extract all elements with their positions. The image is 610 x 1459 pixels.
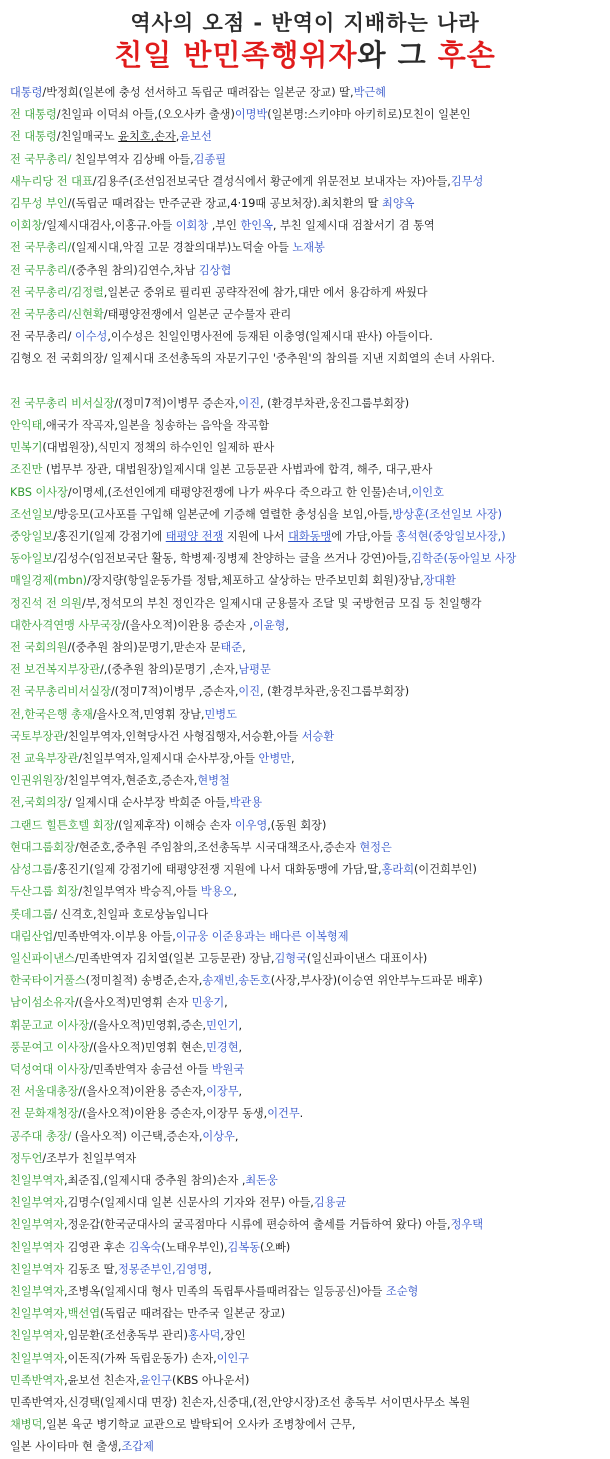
entry-segment: 전 국무총리/ bbox=[10, 152, 72, 166]
entry-line bbox=[10, 1259, 604, 1281]
entry-segment: 전 국회의원 bbox=[10, 641, 68, 655]
entry-segment: 이건무 bbox=[267, 1107, 300, 1121]
entry-line bbox=[10, 282, 604, 304]
entry-segment: 새누리당 전 대표 bbox=[10, 174, 93, 188]
entry-segment: 대한사격연맹 사무국장 bbox=[10, 618, 122, 632]
entry-segment: (노태우부인), bbox=[161, 1240, 228, 1254]
entry-line bbox=[10, 837, 604, 859]
entry-segment: 김상협 bbox=[198, 263, 232, 277]
entry-segment: /이명세,(조선인에게 태평양전쟁에 나가 싸우다 죽으라고 한 인물)손녀, bbox=[67, 485, 412, 499]
entry-segment: 방상훈(조선일보 사장) bbox=[392, 507, 502, 521]
entry-segment: 현병철 bbox=[197, 774, 230, 788]
entry-line bbox=[10, 904, 604, 926]
entry-line bbox=[10, 1059, 604, 1081]
entry-line bbox=[10, 437, 604, 459]
entry-segment: 김영관 후손 bbox=[64, 1240, 129, 1254]
entry-segment: 대림산업 bbox=[10, 929, 54, 943]
entry-segment: , bbox=[285, 618, 289, 632]
entry-segment: /민족반역자 김치열(일본 고등문관) 장남, bbox=[74, 951, 275, 965]
entry-segment: (KBS 아나운서) bbox=[171, 1373, 250, 1387]
entry-segment: 김종필 bbox=[193, 152, 227, 166]
entry-segment: 전 대통령 bbox=[10, 130, 57, 144]
entry-segment: / 일제시대 순사부장 박희준 아들, bbox=[67, 796, 230, 810]
entry-segment: 전 국무총리/ bbox=[10, 241, 72, 255]
entry-segment: 정두언 bbox=[10, 1151, 43, 1165]
entry-segment: 친일부역자 김상배 아들, bbox=[71, 152, 194, 166]
entry-line bbox=[10, 504, 604, 526]
entry-line bbox=[10, 1214, 604, 1236]
entry-segment: , bbox=[233, 885, 237, 899]
entry-segment: 민인기 bbox=[206, 1018, 239, 1032]
entry-segment: 조갑제 bbox=[121, 1440, 154, 1454]
entry-segment: /(을사오적)이완용 증손자,이장무 동생, bbox=[78, 1107, 268, 1121]
entry-segment: /(정미7적)이병무 ,증손자, bbox=[110, 685, 239, 699]
entry-segment: 친일부역자 bbox=[10, 1351, 65, 1365]
entry-line bbox=[10, 126, 604, 148]
entry-segment: 채병덕 bbox=[10, 1418, 43, 1432]
entry-segment: 친일부역자 bbox=[10, 1218, 65, 1232]
entry-segment: 현대그룹회장 bbox=[10, 840, 75, 854]
entry-segment: /친일파 이덕쇠 아들,(오오사카 출생) bbox=[56, 108, 235, 122]
entry-line bbox=[10, 1392, 604, 1414]
entry-segment: 매일경제(mbn) bbox=[10, 574, 88, 588]
entry-segment: 남이섬소유자 bbox=[10, 996, 75, 1010]
entry-segment: 전 국무총리/신현확 bbox=[10, 308, 104, 322]
entry-segment: /김용주(조선임전보국단 결성식에서 황군에게 위문전보 보내자는 자)아들, bbox=[92, 174, 451, 188]
entry-segment: 홍라희 bbox=[381, 863, 415, 877]
entry-segment: /(정미7적)이병무 증손자, bbox=[114, 396, 239, 410]
entry-segment: /일제시대검사,이홍규.아들 bbox=[42, 219, 176, 233]
subtitle-part: 친일 반민족행위자 bbox=[114, 38, 358, 72]
entry-segment: 그랜드 힐튼호텔 회장 bbox=[10, 818, 115, 832]
entry-list bbox=[10, 82, 604, 1459]
entry-line bbox=[10, 304, 604, 326]
entry-segment: 공주대 총장/ bbox=[10, 1129, 72, 1143]
entry-line bbox=[10, 1325, 604, 1347]
entry-segment: 중앙일보 bbox=[10, 530, 54, 544]
entry-segment: 전,한국은행 총재 bbox=[10, 707, 93, 721]
entry-segment: 박용오 bbox=[200, 885, 234, 899]
entry-line bbox=[10, 770, 604, 792]
subtitle-part: 후손 bbox=[437, 38, 496, 72]
entry-segment: 휘문고교 이사장 bbox=[10, 1018, 90, 1032]
entry-segment: 전 국무총리 비서실장 bbox=[10, 396, 115, 410]
page-subtitle bbox=[0, 36, 610, 74]
entry-segment: (오빠) bbox=[259, 1240, 291, 1254]
entry-line bbox=[10, 82, 604, 104]
entry-segment: /(을사오적)민영휘,증손, bbox=[89, 1018, 207, 1032]
entry-segment: 정몽준부인,김영명 bbox=[117, 1262, 208, 1276]
entry-segment: ,(동원 회장) bbox=[267, 818, 327, 832]
entry-segment: /민족반역자 송금선 아들 bbox=[89, 1062, 212, 1076]
entry-line bbox=[10, 237, 604, 259]
entry-line bbox=[10, 970, 604, 992]
entry-segment: (사장,부사장)(이승연 위안부누드파문 배후) bbox=[270, 974, 483, 988]
entry-line bbox=[10, 548, 604, 570]
entry-segment: 친일부역자 bbox=[10, 1262, 65, 1276]
entry-segment: 서승환 bbox=[301, 729, 335, 743]
entry-segment: 동아일보 bbox=[10, 552, 54, 566]
entry-segment: 일신파이낸스 bbox=[10, 951, 75, 965]
page-title: 역사의 오점 - 반역이 지배하는 나라 bbox=[130, 11, 480, 35]
entry-segment: 민병도 bbox=[204, 707, 237, 721]
entry-segment: 박관용 bbox=[229, 796, 263, 810]
entry-line bbox=[10, 1370, 604, 1392]
entry-segment: 안병만 bbox=[258, 752, 291, 766]
entry-segment: 남평문 bbox=[238, 663, 271, 677]
entry-segment: 이상우 bbox=[202, 1129, 235, 1143]
entry-segment: (일신파이낸스 대표이사) bbox=[306, 951, 428, 965]
entry-segment: /을사오적,민영휘 장남, bbox=[92, 707, 205, 721]
entry-segment: 김무성 bbox=[450, 174, 484, 188]
entry-segment: ,일본군 중위로 필리핀 공략작전에 참가,대만 에서 용감하게 싸웠다 bbox=[103, 285, 428, 299]
entry-line bbox=[10, 193, 604, 215]
entry-segment: (일제시대,악질 고문 경찰의대부)노덕술 아들 bbox=[71, 241, 293, 255]
entry-line bbox=[10, 681, 604, 703]
entry-segment: 홍사덕 bbox=[187, 1329, 221, 1343]
entry-line bbox=[10, 1081, 604, 1103]
entry-segment: (중추원 참의)김연수,차남 bbox=[71, 263, 199, 277]
entry-line bbox=[10, 593, 604, 615]
entry-segment: 민복기 bbox=[10, 441, 43, 455]
entry-line bbox=[10, 393, 604, 415]
entry-line bbox=[10, 526, 604, 548]
entry-segment: (독립군 때려잡는 만주국 일본군 장교) bbox=[100, 1307, 286, 1321]
entry-segment: 조선일보 bbox=[10, 507, 54, 521]
entry-line bbox=[10, 260, 604, 282]
entry-line bbox=[10, 1126, 604, 1148]
entry-segment: /친일부역자,일제시대 순사부장,아들 bbox=[78, 752, 259, 766]
entry-line bbox=[10, 104, 604, 126]
entry-line bbox=[10, 171, 604, 193]
entry-segment: , (환경부차관,웅진그룹부회장) bbox=[260, 396, 410, 410]
entry-segment: 이수성 bbox=[74, 330, 108, 344]
entry-segment: /(을사오적)이완용 증손자, bbox=[78, 1085, 207, 1099]
entry-segment: 전,국회의장 bbox=[10, 796, 68, 810]
entry-segment: 박원국 bbox=[211, 1062, 245, 1076]
entry-line bbox=[10, 659, 604, 681]
entry-segment: 김무성 부인 bbox=[10, 197, 68, 211]
entry-segment: , bbox=[238, 1018, 243, 1032]
entry-segment: /홍진기(일제 강점기에 bbox=[53, 530, 166, 544]
entry-segment: 조진만 bbox=[10, 463, 43, 477]
entry-segment: 에 가담,아들 bbox=[331, 530, 397, 544]
entry-segment: 민경현 bbox=[206, 1040, 239, 1054]
entry-segment: 전 보건복지부장관 bbox=[10, 663, 101, 677]
entry-segment: 노재봉 bbox=[292, 241, 325, 255]
entry-segment: 윤인구 bbox=[139, 1373, 172, 1387]
entry-line bbox=[10, 215, 604, 237]
entry-line bbox=[10, 859, 604, 881]
entry-segment: (정미칠적) 송병준,손자, bbox=[85, 974, 203, 988]
entry-segment: ,이돈직(가짜 독립운동가) 손자, bbox=[64, 1351, 217, 1365]
entry-line bbox=[10, 1015, 604, 1037]
entry-line bbox=[10, 1436, 604, 1458]
subtitle-part: 와 그 bbox=[357, 38, 438, 72]
entry-line bbox=[10, 1148, 604, 1170]
entry-segment: /방응모(고사포를 구입해 일본군에 기증해 열렬한 충성심을 보임,아들, bbox=[53, 507, 393, 521]
entry-line bbox=[10, 726, 604, 748]
entry-segment: 한국타이거풀스 bbox=[10, 974, 86, 988]
entry-segment: /부,정석모의 부친 정인각은 일제시대 군용물자 조달 및 국방헌금 모집 등 친일행각 bbox=[81, 596, 482, 610]
entry-segment: 한인옥 bbox=[240, 219, 273, 233]
entry-segment: (법무부 장관, 대법원장)일제시대 일본 고등문관 사법과에 합격, 해주, 대구,판사 bbox=[42, 463, 433, 477]
entry-segment: 김동조 딸, bbox=[64, 1262, 118, 1276]
entry-segment: ,일본 육군 병기학교 교관으로 발탁되어 오사카 조병창에서 근무, bbox=[42, 1418, 356, 1432]
entry-segment: (일본명:스키야마 아키히로)모친이 일본인 bbox=[267, 108, 471, 122]
entry-line bbox=[10, 815, 604, 837]
entry-segment: 안익태 bbox=[10, 419, 43, 433]
entry-line bbox=[10, 704, 604, 726]
entry-segment: 김용균 bbox=[313, 1196, 347, 1210]
entry-line bbox=[10, 459, 604, 481]
entry-line bbox=[10, 348, 604, 370]
entry-line bbox=[10, 1303, 604, 1325]
entry-segment: , bbox=[207, 1262, 212, 1276]
entry-segment: /태평양전쟁에서 일본군 군수물자 관리 bbox=[103, 308, 292, 322]
entry-segment: . bbox=[299, 1107, 304, 1121]
entry-segment: 일본 사이타마 현 출생, bbox=[10, 1440, 122, 1454]
entry-segment: 김형오 전 국회의장/ 일제시대 조선총독의 자문기구인 '중추원'의 참의를 지낸 지희열의 손녀 사위다. bbox=[10, 352, 495, 366]
entry-segment: 전 국무총리비서실장 bbox=[10, 685, 111, 699]
entry-segment: /(독립군 때려잡는 만주군관 장교,4·19때 공보처장).최치환의 딸 bbox=[67, 197, 383, 211]
entry-segment: 김학준(동아일보 사장 bbox=[411, 552, 517, 566]
entry-segment: 이회창 bbox=[10, 219, 43, 233]
entry-segment: 이윤형 bbox=[252, 618, 286, 632]
entry-line bbox=[10, 415, 604, 437]
entry-segment: , bbox=[238, 1085, 243, 1099]
entry-segment: 윤치호,손자 bbox=[118, 130, 176, 144]
entry-segment: , 부친 일제시대 검찰서기 겸 통역 bbox=[272, 219, 435, 233]
entry-line bbox=[10, 1414, 604, 1436]
entry-segment: 김옥숙 bbox=[128, 1240, 162, 1254]
entry-segment: 민웅기 bbox=[191, 996, 225, 1010]
entry-segment: 이명박 bbox=[234, 108, 268, 122]
entry-line bbox=[10, 1103, 604, 1125]
entry-line bbox=[10, 948, 604, 970]
entry-segment: 친일부역자 bbox=[10, 1173, 65, 1187]
entry-segment: 친일부역자,백선엽 bbox=[10, 1307, 101, 1321]
entry-line bbox=[10, 792, 604, 814]
entry-segment: KBS 이사장 bbox=[10, 485, 68, 499]
entry-segment: 두산그룹 회장 bbox=[10, 885, 79, 899]
entry-segment: 김복동 bbox=[227, 1240, 260, 1254]
entry-segment: 친일부역자 bbox=[10, 1284, 65, 1298]
entry-line bbox=[10, 1237, 604, 1259]
entry-segment: /홍진기(일제 강점기에 태평양전쟁 지원에 나서 대화동맹에 가담,딸, bbox=[53, 863, 382, 877]
entry-segment: 장대환 bbox=[423, 574, 456, 588]
entry-segment: ,윤보선 친손자, bbox=[64, 1373, 140, 1387]
entry-segment: 국토부장관 bbox=[10, 729, 65, 743]
entry-segment: 정우택 bbox=[450, 1218, 484, 1232]
entry-segment: 민족반역자,신경택(일제시대 면장) 친손자,신중대,(전,안양시장)조선 총독부 서이면사무소 복원 bbox=[10, 1395, 471, 1409]
entry-segment: 전 국무총리/김정렬 bbox=[10, 285, 104, 299]
entry-segment: (이건희부인) bbox=[414, 863, 477, 877]
entry-segment: 대통령 bbox=[10, 86, 43, 99]
entry-segment: 친일부역자 bbox=[10, 1196, 65, 1210]
entry-segment: 친일부역자 bbox=[10, 1329, 65, 1343]
entry-segment: /(을사오적)민영휘 손자 bbox=[74, 996, 192, 1010]
entry-segment: 전 서울대총장 bbox=[10, 1085, 79, 1099]
entry-segment: ,조병옥(일제시대 형사 민족의 독립투사를때려잡는 일등공신)아들 bbox=[64, 1284, 386, 1298]
entry-segment: 이인호 bbox=[411, 485, 444, 499]
entry-segment: , bbox=[234, 1129, 239, 1143]
entry-segment: ,김명수(일제시대 일본 신문사의 기자와 전무) 아들, bbox=[64, 1196, 314, 1210]
entry-segment: ,이수성은 친일인명사전에 등재된 이충영(일제시대 판사) 아들이다. bbox=[107, 330, 433, 344]
entry-segment: ,최준집,(일제시대 중추원 참의)손자 , bbox=[64, 1173, 246, 1187]
entry-segment: 태준 bbox=[220, 641, 243, 655]
entry-segment: /,(중추원 참의)문명기 ,손자, bbox=[100, 663, 239, 677]
entry-segment: /김성수(임전보국단 활동, 학병제·징병제 찬양하는 글을 쓰거나 강연)아들, bbox=[53, 552, 412, 566]
entry-line bbox=[10, 1281, 604, 1303]
entry-segment: 전 대통령 bbox=[10, 108, 57, 122]
entry-segment: ,부인 bbox=[208, 219, 241, 233]
entry-segment: /장지량(항일운동가를 정탐,체포하고 살상하는 만주보민회 회원)장남, bbox=[87, 574, 424, 588]
entry-segment: , bbox=[290, 752, 295, 766]
entry-segment: 김형국 bbox=[274, 951, 307, 965]
entry-line bbox=[10, 926, 604, 948]
entry-segment: /박정희(일본에 충성 선서하고 독립군 때려잡는 일본군 장교) 딸, bbox=[42, 86, 354, 99]
entry-segment: 홍석현(중앙일보사장,) bbox=[396, 530, 506, 544]
entry-segment: 최양옥 bbox=[382, 197, 415, 211]
entry-segment: 태평양 전쟁 bbox=[165, 530, 224, 544]
entry-line bbox=[10, 1192, 604, 1214]
entry-segment: ,임문환(조선총독부 관리) bbox=[64, 1329, 188, 1343]
entry-line bbox=[10, 1037, 604, 1059]
entry-segment: 조순형 bbox=[385, 1284, 419, 1298]
entry-segment: 현정은 bbox=[359, 840, 392, 854]
entry-segment: 롯데그룹 bbox=[10, 907, 54, 921]
entry-line bbox=[10, 637, 604, 659]
entry-line bbox=[10, 615, 604, 637]
entry-segment: (대법원장),식민지 정책의 하수인인 일제하 판사 bbox=[42, 441, 275, 455]
entry-segment: , bbox=[238, 1040, 243, 1054]
entry-segment: 송재빈,송돈호 bbox=[202, 974, 271, 988]
entry-segment: /민족반역자.이부용 아들, bbox=[53, 929, 176, 943]
entry-segment: /현준호,중추원 주임참의,조선총독부 시국대책조사,증손자 bbox=[74, 840, 360, 854]
entry-segment: /(중추원 참의)문명기,맏손자 문 bbox=[67, 641, 221, 655]
entry-segment: , bbox=[242, 641, 246, 655]
entry-segment: /친일부역자,인혁당사건 사형집행자,서승환,아들 bbox=[64, 729, 302, 743]
entry-line bbox=[10, 748, 604, 770]
entry-segment: 이인구 bbox=[216, 1351, 250, 1365]
entry-segment: 삼성그룹 bbox=[10, 863, 54, 877]
entry-segment: 이진 bbox=[238, 685, 261, 699]
entry-segment: 이진 bbox=[238, 396, 261, 410]
entry-segment: , (환경부차관,웅진그룹부회장) bbox=[260, 685, 410, 699]
entry-segment: 이우영 bbox=[234, 818, 268, 832]
entry-segment: /친일부역자,현준호,증손자, bbox=[64, 774, 198, 788]
entry-segment: /(일제후작) 이해승 손자 bbox=[114, 818, 235, 832]
entry-line bbox=[10, 1170, 604, 1192]
entry-segment: 박근혜 bbox=[353, 86, 386, 99]
entry-line bbox=[10, 149, 604, 171]
entry-segment: /조부가 친일부역자 bbox=[42, 1151, 137, 1165]
entry-segment: 전 교육부장관 bbox=[10, 752, 79, 766]
entry-segment: , bbox=[224, 996, 228, 1010]
entry-segment: /(을사오적)민영휘 현손, bbox=[89, 1040, 207, 1054]
entry-segment: 전 국무총리/ bbox=[10, 330, 75, 344]
section-gap bbox=[10, 371, 604, 393]
entry-segment: 풍문여고 이사장 bbox=[10, 1040, 90, 1054]
entry-segment: 친일부역자 bbox=[10, 1240, 65, 1254]
entry-line bbox=[10, 326, 604, 348]
entry-segment: 최돈웅 bbox=[245, 1173, 278, 1187]
entry-segment: 정진석 전 의원 bbox=[10, 596, 82, 610]
entry-segment: 인권위원장 bbox=[10, 774, 65, 788]
entry-segment: ,장인 bbox=[220, 1329, 246, 1343]
entry-segment: ,정운갑(한국군대사의 굴곡점마다 시류에 편승하여 출세를 거듭하여 왔다) 아들, bbox=[64, 1218, 451, 1232]
entry-segment: 민족반역자 bbox=[10, 1373, 65, 1387]
entry-segment: (을사오적) 이근택,증손자, bbox=[71, 1129, 203, 1143]
entry-segment: 대화동맹 bbox=[288, 530, 332, 544]
entry-segment: 지원에 나서 bbox=[223, 530, 289, 544]
page-header bbox=[0, 0, 610, 74]
entry-segment: ,애국가 작곡자,일본을 칭송하는 음악을 작곡함 bbox=[42, 419, 270, 433]
entry-line bbox=[10, 570, 604, 592]
entry-line bbox=[10, 1348, 604, 1370]
entry-segment: /친일매국노 bbox=[56, 130, 119, 144]
entry-segment: 이장무 bbox=[206, 1085, 239, 1099]
entry-segment: 이회창 bbox=[175, 219, 209, 233]
entry-segment: / 신격호,친일파 호로상놈입니다 bbox=[53, 907, 209, 921]
entry-segment: 전 국무총리/ bbox=[10, 263, 72, 277]
entry-segment: , bbox=[175, 130, 180, 144]
entry-line bbox=[10, 992, 604, 1014]
entry-line bbox=[10, 881, 604, 903]
entry-line bbox=[10, 482, 604, 504]
entry-segment: 이규웅 이준용과는 배다른 이복형제 bbox=[175, 929, 349, 943]
entry-segment: 윤보선 bbox=[179, 130, 212, 144]
entry-segment: /(을사오적)이완용 증손자 , bbox=[121, 618, 253, 632]
entry-segment: /친일부역자 박승직,아들 bbox=[78, 885, 201, 899]
entry-segment: 전 문화재청장 bbox=[10, 1107, 79, 1121]
entry-segment: 덕성여대 이사장 bbox=[10, 1062, 90, 1076]
